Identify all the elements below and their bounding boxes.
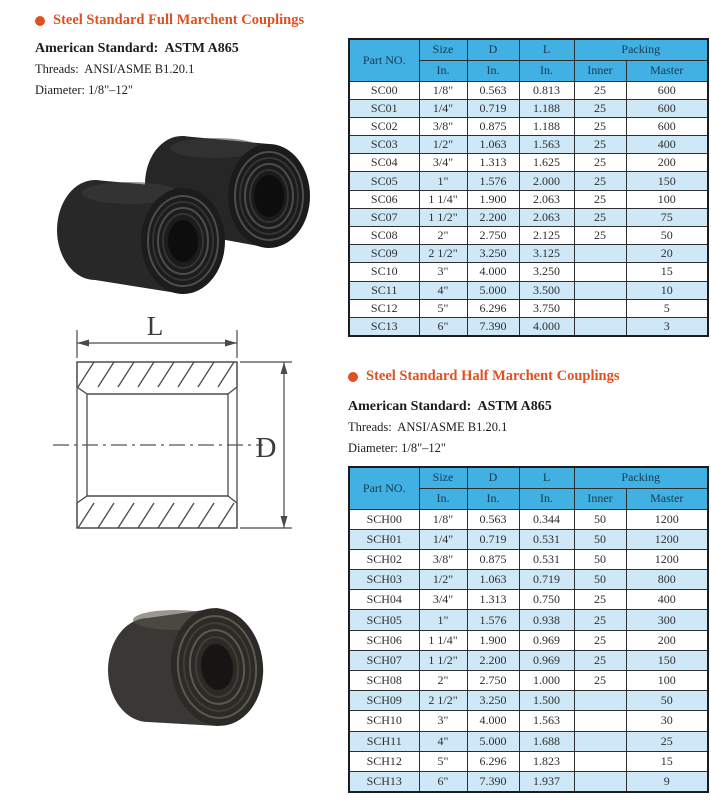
col-header-packing: Packing <box>574 467 708 488</box>
section-half-heading <box>348 368 620 385</box>
cell: 1/2" <box>419 136 467 154</box>
cell: 1.000 <box>519 671 574 691</box>
col-header-packing: Packing <box>574 39 708 60</box>
table-row <box>349 136 708 154</box>
threads-line: Threads: ANSI/ASME B1.20.1 <box>348 420 508 434</box>
cell: 4" <box>419 731 467 751</box>
cell: SC06 <box>349 190 419 208</box>
table-row <box>349 630 708 650</box>
cell: 9 <box>626 771 708 791</box>
cell: 0.875 <box>467 117 519 135</box>
cell: 600 <box>626 117 708 135</box>
cell: SC09 <box>349 245 419 263</box>
cell: 25 <box>574 190 626 208</box>
cell: 25 <box>626 731 708 751</box>
cell: 6" <box>419 317 467 335</box>
cell: 3.250 <box>519 263 574 281</box>
table-row <box>349 731 708 751</box>
section-title: Steel Standard Full Marchent Couplings <box>53 12 305 28</box>
cell: 25 <box>574 610 626 630</box>
table-row <box>349 751 708 771</box>
table-row <box>349 771 708 791</box>
cell: 1/4" <box>419 99 467 117</box>
cell: SCH05 <box>349 610 419 630</box>
cell: SC11 <box>349 281 419 299</box>
cell: 3/8" <box>419 117 467 135</box>
standard-line: American Standard: ASTM A865 <box>348 399 552 414</box>
cell: 25 <box>574 208 626 226</box>
cell: 6.296 <box>467 751 519 771</box>
col-subheader-inner: Inner <box>574 488 626 509</box>
cell: 3.125 <box>519 245 574 263</box>
cell: 1.188 <box>519 117 574 135</box>
cell: 3.250 <box>467 245 519 263</box>
cell: 50 <box>574 529 626 549</box>
cell: 1 1/2" <box>419 650 467 670</box>
cell: 0.969 <box>519 650 574 670</box>
cell: 25 <box>574 81 626 99</box>
cell: 3/4" <box>419 154 467 172</box>
table-row <box>349 317 708 335</box>
cell: 75 <box>626 208 708 226</box>
cell: 5 <box>626 299 708 317</box>
cell: 1.563 <box>519 136 574 154</box>
cell: 2.750 <box>467 671 519 691</box>
cell: SC00 <box>349 81 419 99</box>
diameter-line: Diameter: 1/8"–12" <box>35 83 134 97</box>
col-header-l: L <box>519 467 574 488</box>
table-row <box>349 190 708 208</box>
section-full-heading <box>35 12 304 29</box>
cell: 400 <box>626 590 708 610</box>
col-subheader-in: In. <box>519 488 574 509</box>
cell: SCH02 <box>349 549 419 569</box>
cell: 1.313 <box>467 590 519 610</box>
cell: 3/8" <box>419 549 467 569</box>
length-dimension-label: L <box>146 311 164 341</box>
cell: SCH10 <box>349 711 419 731</box>
cell <box>574 299 626 317</box>
cell: SCH06 <box>349 630 419 650</box>
cell: 600 <box>626 81 708 99</box>
cell: 4" <box>419 281 467 299</box>
cell <box>574 731 626 751</box>
cell: 1.576 <box>467 610 519 630</box>
cell: 1.500 <box>519 691 574 711</box>
cell: 200 <box>626 154 708 172</box>
table-row <box>349 671 708 691</box>
cell: 1/8" <box>419 509 467 529</box>
col-subheader-in: In. <box>519 60 574 81</box>
cell: 4.000 <box>519 317 574 335</box>
cell: 1" <box>419 610 467 630</box>
cell: 50 <box>574 570 626 590</box>
cell: 5.000 <box>467 281 519 299</box>
cell: 0.938 <box>519 610 574 630</box>
cell: 2 1/2" <box>419 245 467 263</box>
cell: 2.063 <box>519 208 574 226</box>
cell: SCH13 <box>349 771 419 791</box>
table-row <box>349 281 708 299</box>
cell <box>574 245 626 263</box>
section-title: Steel Standard Half Marchent Couplings <box>366 368 620 384</box>
table-row <box>349 117 708 135</box>
cell: 1200 <box>626 509 708 529</box>
cell: 1 1/2" <box>419 208 467 226</box>
cell: SCH12 <box>349 751 419 771</box>
cell: SCH11 <box>349 731 419 751</box>
cell <box>574 771 626 791</box>
cell: 2.200 <box>467 650 519 670</box>
cell: 1.900 <box>467 630 519 650</box>
cell: SCH01 <box>349 529 419 549</box>
col-header-size: Size <box>419 467 467 488</box>
cell: 1200 <box>626 529 708 549</box>
col-header-size: Size <box>419 39 467 60</box>
cell: 3.250 <box>467 691 519 711</box>
cell: 50 <box>574 509 626 529</box>
table-row <box>349 154 708 172</box>
cell: 25 <box>574 650 626 670</box>
diameter-line: Diameter: 1/8"–12" <box>348 441 447 455</box>
section-full-specs <box>35 38 239 101</box>
cell: 1200 <box>626 549 708 569</box>
cell: SCH03 <box>349 570 419 590</box>
cell: 25 <box>574 99 626 117</box>
coupling-cross-section-diagram <box>20 310 320 555</box>
cell: 6.296 <box>467 299 519 317</box>
cell: 2.750 <box>467 227 519 245</box>
col-subheader-inner: Inner <box>574 60 626 81</box>
cell: 1.063 <box>467 570 519 590</box>
table-row <box>349 99 708 117</box>
cell <box>574 281 626 299</box>
col-subheader-in: In. <box>467 488 519 509</box>
cell: 1.823 <box>519 751 574 771</box>
cell: 0.969 <box>519 630 574 650</box>
cell: 25 <box>574 590 626 610</box>
table-row <box>349 208 708 226</box>
cell: 600 <box>626 99 708 117</box>
cell: SCH04 <box>349 590 419 610</box>
cell: 1.563 <box>519 711 574 731</box>
cell: 150 <box>626 172 708 190</box>
cell: 25 <box>574 154 626 172</box>
table-row <box>349 245 708 263</box>
col-subheader-master: Master <box>626 60 708 81</box>
cell: 0.563 <box>467 509 519 529</box>
cell: 150 <box>626 650 708 670</box>
cell: SC02 <box>349 117 419 135</box>
cell: 100 <box>626 671 708 691</box>
cell: 1/2" <box>419 570 467 590</box>
cell: SC07 <box>349 208 419 226</box>
section-half-specs <box>348 396 552 459</box>
cell: 1/4" <box>419 529 467 549</box>
col-header-d: D <box>467 467 519 488</box>
cell: 1 1/4" <box>419 190 467 208</box>
cell: 2.063 <box>519 190 574 208</box>
cell: SC12 <box>349 299 419 317</box>
cell: SC13 <box>349 317 419 335</box>
cell: 800 <box>626 570 708 590</box>
cell: SC03 <box>349 136 419 154</box>
table-row <box>349 81 708 99</box>
cell: SC04 <box>349 154 419 172</box>
cell: SC08 <box>349 227 419 245</box>
table-row <box>349 711 708 731</box>
cell: SCH07 <box>349 650 419 670</box>
cell: 25 <box>574 630 626 650</box>
cell: 0.719 <box>519 570 574 590</box>
cell: 400 <box>626 136 708 154</box>
cell: 3.500 <box>519 281 574 299</box>
col-header-l: L <box>519 39 574 60</box>
cell: 3 <box>626 317 708 335</box>
table-row <box>349 299 708 317</box>
cell: 25 <box>574 172 626 190</box>
cell: 0.750 <box>519 590 574 610</box>
cell: 1.688 <box>519 731 574 751</box>
cell: 2 1/2" <box>419 691 467 711</box>
cell: 20 <box>626 245 708 263</box>
table-row <box>349 691 708 711</box>
cell: SC05 <box>349 172 419 190</box>
cell: 2" <box>419 671 467 691</box>
cell: 5" <box>419 751 467 771</box>
cell: 4.000 <box>467 263 519 281</box>
cell <box>574 317 626 335</box>
cell: 1.625 <box>519 154 574 172</box>
table-row <box>349 549 708 569</box>
cell: 1.576 <box>467 172 519 190</box>
cell: 1.188 <box>519 99 574 117</box>
table-row <box>349 590 708 610</box>
table-row <box>349 650 708 670</box>
cell: 3.750 <box>519 299 574 317</box>
cell: 15 <box>626 751 708 771</box>
cell: 2.125 <box>519 227 574 245</box>
cell: 25 <box>574 227 626 245</box>
table-row <box>349 172 708 190</box>
cell <box>574 751 626 771</box>
cell: 4.000 <box>467 711 519 731</box>
cell: 15 <box>626 263 708 281</box>
diameter-dimension-label: D <box>255 432 277 464</box>
cell: 7.390 <box>467 317 519 335</box>
cell: SCH00 <box>349 509 419 529</box>
bullet-icon <box>348 372 358 382</box>
cell: SC10 <box>349 263 419 281</box>
cell: 10 <box>626 281 708 299</box>
cell: 300 <box>626 610 708 630</box>
cell: 2" <box>419 227 467 245</box>
cell: 50 <box>626 227 708 245</box>
table-row <box>349 570 708 590</box>
cell: 0.531 <box>519 529 574 549</box>
col-subheader-in: In. <box>419 488 467 509</box>
standard-line: American Standard: ASTM A865 <box>35 41 239 56</box>
half-couplings-table <box>348 466 709 793</box>
table-row <box>349 610 708 630</box>
col-subheader-master: Master <box>626 488 708 509</box>
col-header-d: D <box>467 39 519 60</box>
table-row <box>349 509 708 529</box>
cell: 100 <box>626 190 708 208</box>
cell: 0.719 <box>467 529 519 549</box>
cell: 0.563 <box>467 81 519 99</box>
cell: 0.531 <box>519 549 574 569</box>
cell: 6" <box>419 771 467 791</box>
cell: 200 <box>626 630 708 650</box>
half-coupling-photo <box>90 578 290 763</box>
full-couplings-table <box>348 38 709 337</box>
cell: SCH08 <box>349 671 419 691</box>
cell: 1.900 <box>467 190 519 208</box>
col-header-part-no: Part NO. <box>349 39 419 81</box>
cell: 0.813 <box>519 81 574 99</box>
cell: 25 <box>574 117 626 135</box>
bullet-icon <box>35 16 45 26</box>
cell: 50 <box>626 691 708 711</box>
cell: 0.719 <box>467 99 519 117</box>
cell: 1.937 <box>519 771 574 791</box>
threads-line: Threads: ANSI/ASME B1.20.1 <box>35 62 195 76</box>
full-couplings-photo <box>45 110 335 310</box>
col-header-part-no: Part NO. <box>349 467 419 509</box>
cell: 50 <box>574 549 626 569</box>
cell: 3" <box>419 711 467 731</box>
col-subheader-in: In. <box>419 60 467 81</box>
cell: 3" <box>419 263 467 281</box>
table-row <box>349 263 708 281</box>
cell: 7.390 <box>467 771 519 791</box>
cell <box>574 263 626 281</box>
cell <box>574 691 626 711</box>
cell: 3/4" <box>419 590 467 610</box>
cell: 25 <box>574 671 626 691</box>
cell: SC01 <box>349 99 419 117</box>
cell: 1.313 <box>467 154 519 172</box>
cell: 2.200 <box>467 208 519 226</box>
cell <box>574 711 626 731</box>
cell: 1.063 <box>467 136 519 154</box>
table-row <box>349 529 708 549</box>
col-subheader-in: In. <box>467 60 519 81</box>
cell: 1" <box>419 172 467 190</box>
cell: 5" <box>419 299 467 317</box>
cell: 30 <box>626 711 708 731</box>
table-row <box>349 227 708 245</box>
cell: SCH09 <box>349 691 419 711</box>
cell: 1/8" <box>419 81 467 99</box>
cell: 2.000 <box>519 172 574 190</box>
cell: 25 <box>574 136 626 154</box>
cell: 0.875 <box>467 549 519 569</box>
cell: 5.000 <box>467 731 519 751</box>
cell: 1 1/4" <box>419 630 467 650</box>
cell: 0.344 <box>519 509 574 529</box>
